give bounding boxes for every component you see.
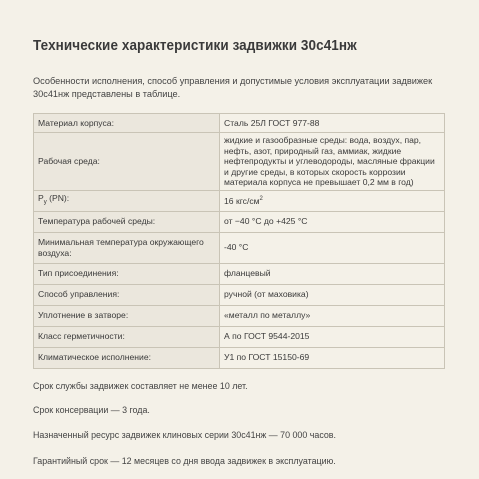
table-row [34,347,445,368]
spec-key: Класс герметичности: [34,326,220,347]
spec-key: Температура рабочей среды: [34,211,220,232]
notes-section [33,381,445,466]
table-row [34,190,445,211]
spec-key: Рабочая среда: [34,133,220,191]
spec-key: Минимальная температура окружающего воздуха: [34,232,220,263]
note-warranty: Гарантийный срок — 12 месяцев со дня ввода задвижек в эксплуатацию. [33,455,336,466]
table-row [34,232,445,263]
table-row [34,326,445,347]
spec-key: Материал корпуса: [34,114,220,133]
spec-value-sup: 2 [259,196,263,203]
spec-key: Тип присоединения: [34,263,220,284]
spec-key: Уплотнение в затворе: [34,305,220,326]
table-row [34,133,445,191]
spec-value: жидкие и газообразные среды: вода, воздух, пар, нефть, азот, природный газ, аммиак, жидкие нефтепродукты и углеводороды, масляные фракции и другие среды, в которых скорость коррозии материала корпуса не превышает 0,2 мм в год) [220,133,445,191]
page-title: Технические характеристики задвижки 30с41нж [33,38,357,54]
document-page [33,38,445,466]
table-row [34,263,445,284]
spec-value-main: 16 кгс/см [224,196,260,207]
spec-key: Климатическое исполнение: [34,347,220,368]
table-row [34,284,445,305]
spec-value: фланцевый [220,263,445,284]
table-row [34,211,445,232]
note-conservation: Срок консервации — 3 года. [33,404,150,415]
intro-paragraph: Особенности исполнения, способ управления и допустимые условия эксплуатации задвижек 30с41нж представлены в таблице. [33,76,433,99]
spec-value: А по ГОСТ 9544-2015 [220,326,445,347]
spec-value: «металл по металлу» [220,305,445,326]
specs-table [33,113,445,369]
table-row [34,305,445,326]
spec-value: -40 °С [220,232,445,263]
spec-key [34,190,220,211]
note-resource: Назначенный ресурс задвижек клиновых серии 30с41нж — 70 000 часов. [33,429,336,440]
spec-key-main: P [38,192,44,203]
spec-key-sub: у [43,199,47,206]
spec-value: ручной (от маховика) [220,284,445,305]
spec-value: Сталь 25Л ГОСТ 977-88 [220,114,445,133]
table-row [34,114,445,133]
spec-key: Способ управления: [34,284,220,305]
note-service-life: Срок службы задвижек составляет не менее 10 лет. [33,380,248,391]
spec-value: от −40 °С до +425 °С [220,211,445,232]
spec-value [220,190,445,211]
spec-key-rest: (PN): [46,192,70,203]
spec-value: У1 по ГОСТ 15150-69 [220,347,445,368]
